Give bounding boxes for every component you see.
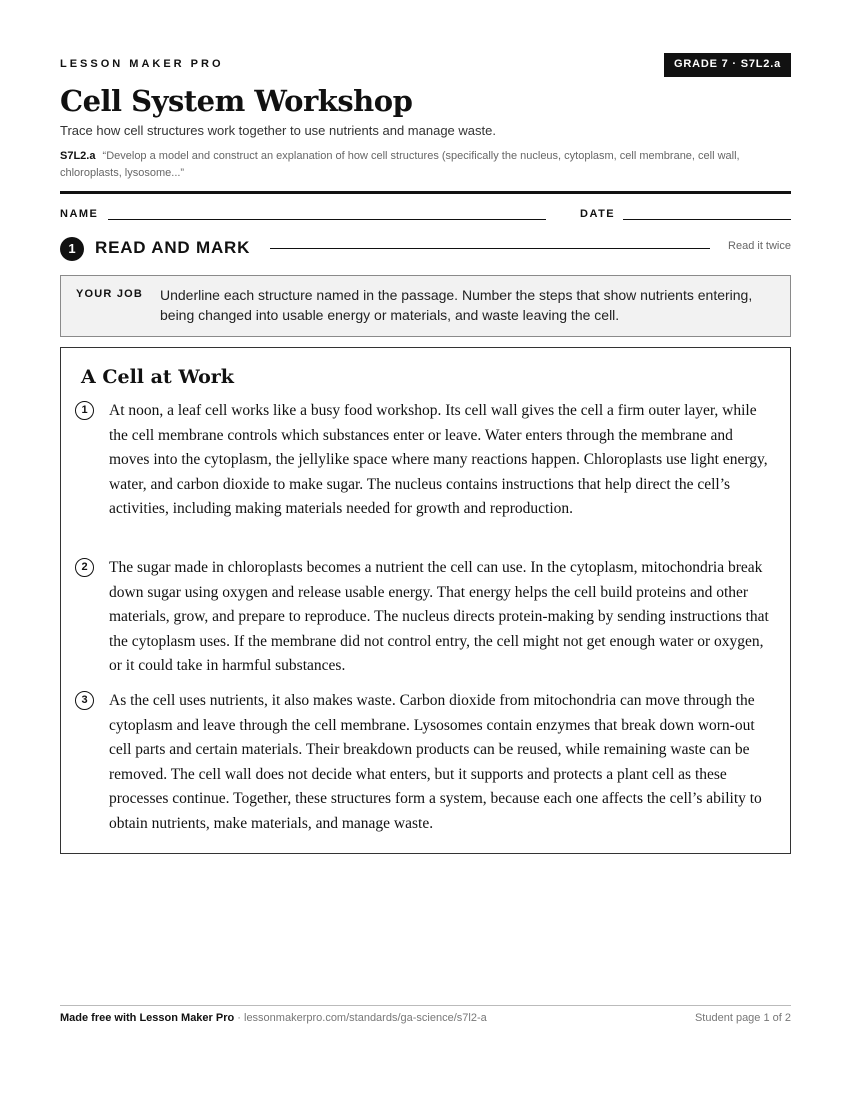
paragraph-text: As the cell uses nutrients, it also makes waste. Carbon dioxide from mitochondria can move through the cytoplasm and leave through the cell membrane. Lysosomes contain enzymes that break down worn-out cell parts and certain materials. Their breakdown products can be reused, while remaining waste can be removed. The cell wall does not decide what enters, but it supports and protects a plant cell as these processes continue. Together, these structures form a system, because each one affects the cell’s ability to obtain nutrients, make materials, and manage waste. — [109, 692, 762, 832]
your-job-instructions: Underline each structure named in the passage. Number the steps that show nutrients entering, being changed into usable energy or materials, and waste leaving the cell. — [160, 287, 753, 323]
date-field[interactable] — [623, 219, 791, 220]
standard-description — [60, 148, 791, 182]
standard-code: S7L2.a — [60, 150, 96, 162]
section-title: READ AND MARK — [95, 238, 251, 257]
grade-badge: GRADE 7 · S7L2.a — [664, 53, 791, 77]
date-label: DATE — [580, 208, 616, 220]
footer-url[interactable]: lessonmakerpro.com/standards/ga-science/s7l2-a — [244, 1012, 487, 1024]
passage-title: A Cell at Work — [81, 366, 234, 388]
footer-page-number: Student page 1 of 2 — [694, 1012, 791, 1024]
reading-passage — [60, 347, 791, 854]
worksheet-page — [60, 0, 791, 1100]
section-note: Read it twice — [728, 240, 791, 252]
paragraph-number-badge: 2 — [75, 558, 94, 577]
name-label: NAME — [60, 208, 99, 220]
paragraph-text: The sugar made in chloroplasts becomes a nutrient the cell can use. In the cytoplasm, mitochondria break down sugar using oxygen and release usable energy. That energy helps the cell build proteins and other materials, grow, and prepare to reproduce. The nucleus directs protein-making by sending instructions that the cytoplasm uses. If the membrane did not control entry, the cell might not get enough water or oxygen, or it could take in harmful substances. — [109, 559, 769, 674]
section-divider — [270, 248, 710, 249]
footer-separator: · — [234, 1012, 244, 1024]
paragraph-text: At noon, a leaf cell works like a busy food workshop. Its cell wall gives the cell a firm outer layer, while the cell membrane controls which substances enter or leave. Water enters through the membrane and moves into the cytoplasm, the jellylike space where many reactions happen. Chloroplasts use light energy, water, and carbon dioxide to make sugar. The nucleus contains instructions that help direct the cell’s activities, including making materials needed for growth and reproduction. — [109, 402, 768, 517]
footer-credit — [60, 1012, 487, 1024]
page-subtitle: Trace how cell structures work together to use nutrients and manage waste. — [60, 123, 496, 138]
header-divider — [60, 191, 791, 194]
your-job-box — [60, 275, 791, 337]
footer-made-by: Made free with Lesson Maker Pro — [60, 1012, 235, 1024]
footer-divider — [60, 1005, 791, 1006]
your-job-label: YOUR JOB — [76, 288, 144, 300]
brand-name: LESSON MAKER PRO — [60, 58, 224, 70]
page-title: Cell System Workshop — [60, 84, 413, 118]
paragraph-number-badge: 1 — [75, 401, 94, 420]
paragraph-number-badge: 3 — [75, 691, 94, 710]
standard-text: “Develop a model and construct an explanation of how cell structures (specifically the nucleus, cytoplasm, cell membrane, cell wall, chloroplasts, lysosome...” — [60, 150, 740, 179]
section-number-badge: 1 — [60, 237, 84, 261]
name-field[interactable] — [108, 219, 546, 220]
